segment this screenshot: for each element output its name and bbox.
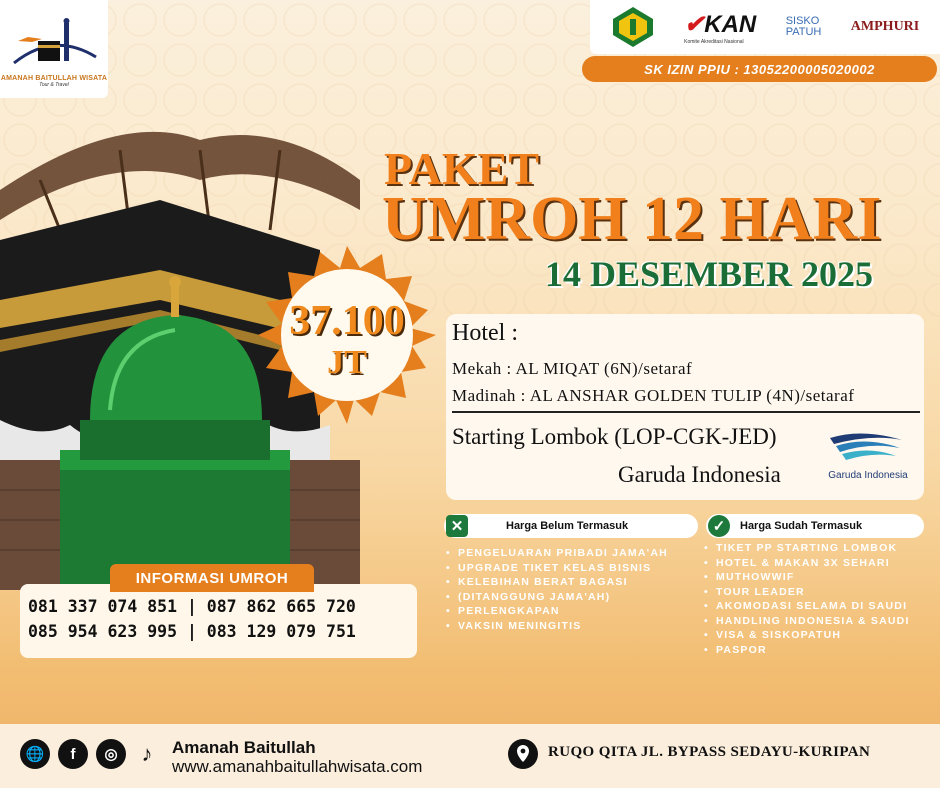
list-item: • VISA & SISKOPATUH [704, 628, 934, 643]
garuda-logo-text: Garuda Indonesia [828, 470, 908, 481]
facebook-icon[interactable]: f [58, 739, 88, 769]
included-list [704, 541, 934, 657]
x-mark-icon: ✕ [446, 515, 468, 537]
hotel-madinah: Madinah : AL ANSHAR GOLDEN TULIP (4N)/setaraf [452, 386, 855, 405]
kemenag-emblem-icon [611, 5, 655, 49]
globe-icon[interactable]: 🌐 [20, 739, 50, 769]
sk-izin-badge: SK IZIN PPIU : 13052200005020002 [582, 56, 937, 82]
headline-umroh: UMROH 12 HARI [382, 185, 882, 253]
kan-caption: Komite Akreditasi Nasional [684, 38, 744, 45]
headline-paket: PAKET [384, 143, 540, 194]
check-mark-icon: ✓ [708, 515, 730, 537]
list-item: • PENGELUARAN PRIBADI JAMA'AH [446, 546, 696, 561]
contact-box [20, 584, 417, 658]
garuda-logo [822, 428, 914, 488]
instagram-icon[interactable]: ◎ [96, 739, 126, 769]
location-pin-icon [508, 739, 538, 769]
kan-label: KAN [704, 10, 757, 38]
included-header [706, 514, 924, 538]
list-item: • HANDLING INDONESIA & SAUDI [704, 614, 934, 629]
list-item: • MUTHOWWIF [704, 570, 934, 585]
list-item: • UPGRADE TIKET KELAS BISNIS [446, 561, 696, 576]
list-item: • AKOMODASI SELAMA DI SAUDI [704, 599, 934, 614]
accreditation-bar [590, 0, 940, 54]
amphuri-logo [851, 19, 919, 35]
logo-subtitle: Tour & Travel [39, 81, 69, 88]
list-item: • PASPOR [704, 643, 934, 658]
included-title: Harga Sudah Termasuk [740, 520, 863, 532]
price-unit: JT [327, 344, 367, 381]
tiktok-icon[interactable]: ♪ [141, 741, 153, 766]
list-item: • TOUR LEADER [704, 585, 934, 600]
garuda-bird-icon [822, 428, 914, 468]
hotel-info-card [446, 314, 924, 500]
excluded-header [444, 514, 698, 538]
sisko-line2: PATUH [785, 26, 822, 38]
siskopatuh-logo [786, 16, 822, 38]
footer-address: RUQO QITA JL. BYPASS SEDAYU-KURIPAN [548, 744, 871, 760]
kan-logo: ✔KAN Komite Akreditasi Nasional [684, 10, 757, 45]
list-item: • VAKSIN MENINGITIS [446, 619, 696, 634]
price-label [258, 300, 436, 384]
contact-phones-row2[interactable]: 085 954 623 995 | 083 129 079 751 [28, 622, 356, 641]
amphuri-label: AMPHURI [850, 19, 920, 34]
list-item: • (DITANGGUNG JAMA'AH) [446, 590, 696, 605]
hotel-mekah: Mekah : AL MIQAT (6N)/setaraf [452, 359, 693, 378]
brand-logo [0, 0, 108, 98]
list-item: • PERLENGKAPAN [446, 604, 696, 619]
footer-website-link[interactable]: www.amanahbaitullahwisata.com [172, 757, 423, 776]
divider [452, 411, 920, 413]
contact-title: INFORMASI UMROH [110, 564, 314, 592]
sisko-line1: SISKO [785, 15, 820, 27]
airline-name: Garuda Indonesia [618, 462, 781, 487]
flight-route: Starting Lombok (LOP-CGK-JED) [452, 424, 777, 449]
excluded-list [446, 546, 696, 633]
logo-title: AMANAH BAITULLAH WISATA [0, 74, 108, 82]
price-amount: 37.100 [289, 298, 405, 344]
headline-date: 14 DESEMBER 2025 [545, 254, 874, 294]
contact-phones-row1[interactable]: 081 337 074 851 | 087 862 665 720 [28, 597, 356, 616]
kaaba-logo-icon [8, 11, 100, 73]
excluded-title: Harga Belum Termasuk [506, 520, 629, 532]
footer-brand-name: Amanah Baitullah [172, 738, 316, 757]
list-item: • TIKET PP STARTING LOMBOK [704, 541, 934, 556]
list-item: • HOTEL & MAKAN 3X SEHARI [704, 556, 934, 571]
list-item: • KELEBIHAN BERAT BAGASI [446, 575, 696, 590]
hotel-heading: Hotel : [452, 320, 518, 346]
